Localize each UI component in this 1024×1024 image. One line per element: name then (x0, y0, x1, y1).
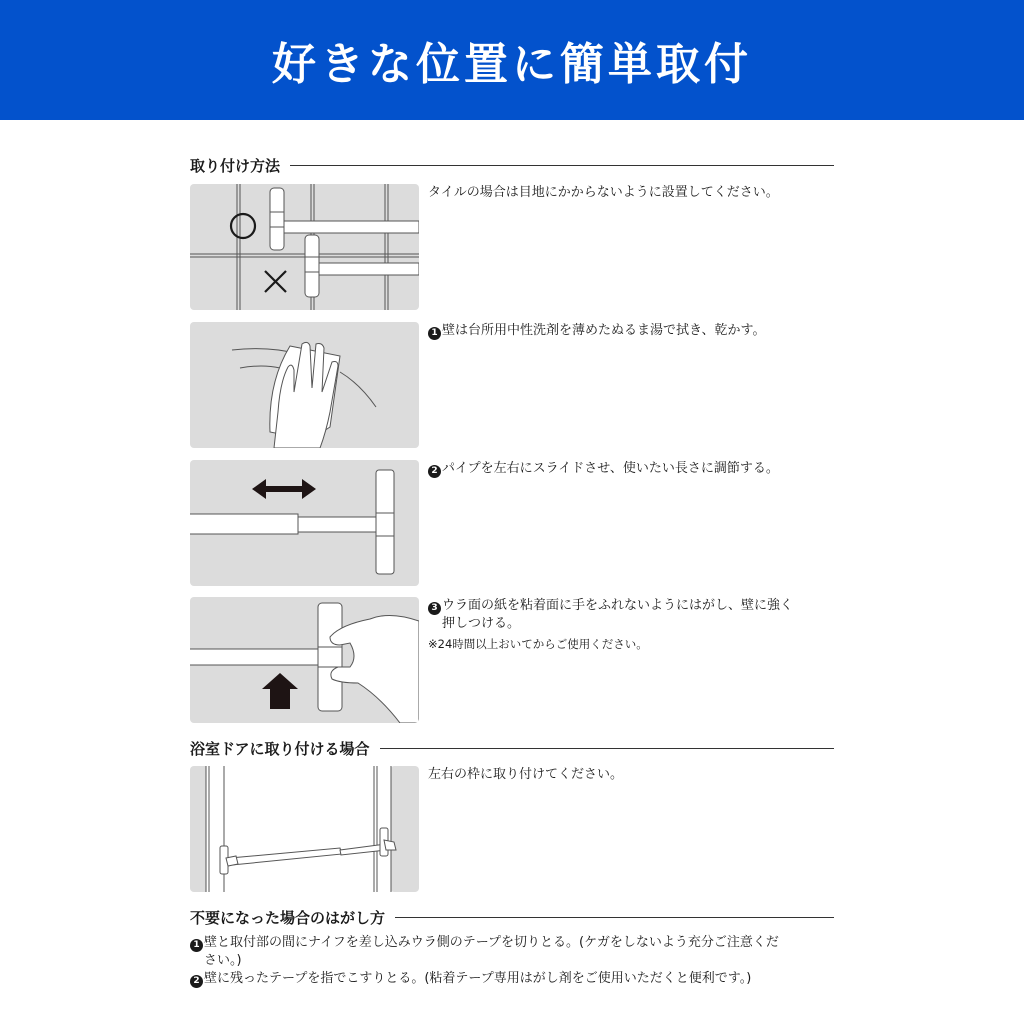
bath-door-text: 左右の枠に取り付けてください。 (428, 767, 624, 782)
step-number-badge: 3 (428, 602, 441, 615)
step-number-badge: 1 (190, 939, 203, 952)
double-arrow-icon (252, 479, 316, 499)
step-number-badge: 2 (428, 465, 441, 478)
illustration-tile-placement (190, 184, 419, 310)
step-text: ウラ面の紙を粘着面に手をふれないようにはがし、壁に強く (442, 598, 794, 613)
step-number-badge: 1 (428, 327, 441, 340)
removal-text: 壁と取付部の間にナイフを差し込みウラ側のテープを切りとる。(ケガをしないよう充分ご注意くだ (204, 935, 779, 950)
step-description-3 (428, 597, 840, 653)
section-heading-install (190, 155, 834, 176)
step-text-continued: 押しつける。 (442, 616, 521, 631)
illustration-pipe-slide (190, 460, 419, 586)
tile-grid-illustration (190, 184, 419, 310)
section-heading-bath-door (190, 738, 834, 759)
step-note: ※24時間以上おいてからご使用ください。 (428, 637, 648, 651)
step-description-tile (428, 184, 840, 201)
illustration-bath-door (190, 766, 419, 892)
bath-door-description (428, 766, 840, 783)
hand-cloth-illustration (190, 322, 419, 448)
section-heading-label: 浴室ドアに取り付ける場合 (190, 740, 370, 758)
removal-text-continued: さい。) (204, 953, 242, 968)
divider (380, 748, 834, 749)
divider (290, 165, 834, 166)
ok-circle-icon (231, 214, 255, 238)
step-text: 壁は台所用中性洗剤を薄めたぬるま湯で拭き、乾かす。 (442, 323, 766, 338)
illustration-press-bracket (190, 597, 419, 723)
bath-door-illustration (190, 766, 419, 892)
step-text: タイルの場合は目地にかからないように設置してください。 (428, 185, 779, 200)
step-description-1 (428, 322, 840, 340)
removal-item-1 (190, 934, 840, 970)
ng-cross-icon (265, 271, 286, 292)
step-description-2 (428, 460, 840, 478)
section-heading-label: 不要になった場合のはがし方 (190, 909, 386, 927)
illustration-wipe-wall (190, 322, 419, 448)
removal-text: 壁に残ったテープを指でこすりとる。(粘着テープ専用はがし剤をご使用いただくと便利です。) (204, 971, 752, 986)
step-number-badge: 2 (190, 975, 203, 988)
page-title: 好きな位置に簡単取付 (272, 39, 752, 90)
up-arrow-icon (262, 673, 298, 709)
section-heading-removal (190, 907, 834, 928)
pipe-slide-illustration (190, 460, 419, 586)
removal-item-2 (190, 970, 840, 988)
title-banner (0, 0, 1024, 120)
press-bracket-illustration (190, 597, 419, 723)
section-heading-label: 取り付け方法 (190, 157, 281, 175)
step-text: パイプを左右にスライドさせ、使いたい長さに調節する。 (442, 461, 779, 476)
removal-instructions (190, 934, 840, 988)
divider (395, 917, 834, 918)
